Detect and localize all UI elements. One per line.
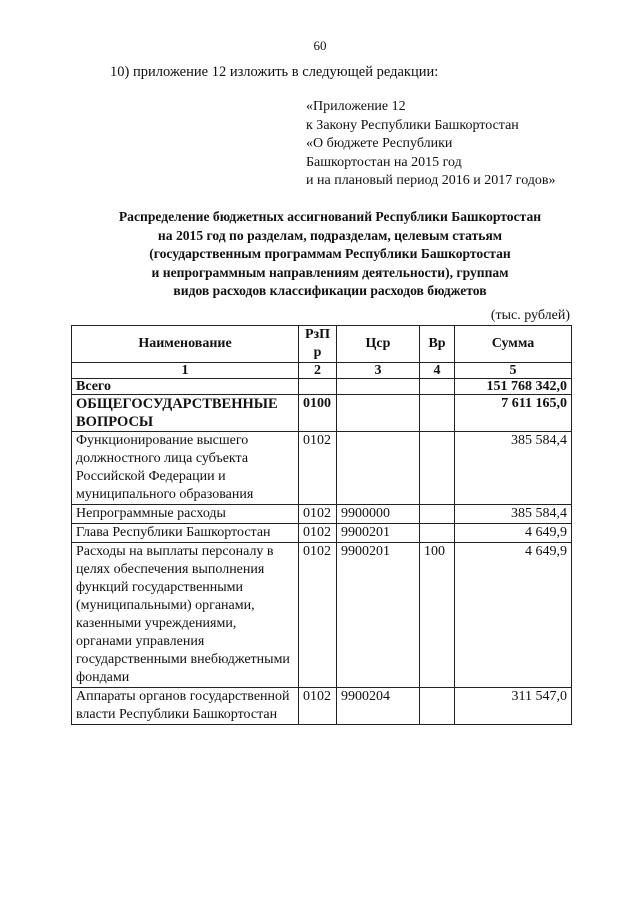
row-csr [337,395,420,432]
row-vr [420,505,455,524]
table-row [72,432,572,505]
row-csr [337,379,420,395]
row-sum: 311 547,0 [455,688,572,725]
appendix-line: «О бюджете Республики [306,136,453,151]
row-name: Глава Республики Башкортостан [72,524,299,543]
row-csr: 9900000 [337,505,420,524]
row-rzpr: 0102 [299,524,337,543]
row-rzpr [299,379,337,395]
heading-line: видов расходов классификации расходов бюджетов [173,283,487,298]
row-rzpr: 0102 [299,543,337,688]
header-name: Наименование [72,326,299,363]
row-vr [420,395,455,432]
units-label: (тыс. рублей) [490,308,570,323]
table-row [72,379,572,395]
column-number-row [72,363,572,379]
row-name: Функционирование высшего должностного лица субъекта Российской Федерации и муниципального образования [72,432,299,505]
row-name: Всего [72,379,299,395]
heading-line: на 2015 год по разделам, подразделам, целевым статьям [157,227,503,243]
appendix-line: Башкортостан на 2015 год [306,154,462,170]
column-number: 1 [72,363,299,379]
heading-line: Распределение бюджетных ассигнований Республики Башкортостан [118,209,542,224]
intro-text: 10) приложение 12 изложить в следующей редакции: [110,64,439,80]
row-csr [337,432,420,505]
page-number: 60 [313,38,327,53]
document-heading [70,208,590,301]
row-csr: 9900201 [337,524,420,543]
row-csr: 9900204 [337,688,420,725]
header-vr: Вр [420,326,455,363]
row-rzpr: 0102 [299,505,337,524]
row-name: Непрограммные расходы [72,505,299,524]
header-csr: Цср [337,326,420,363]
appendix-reference [306,98,556,191]
column-number: 4 [420,363,455,379]
heading-line: и непрограммным направлениям деятельности), группам [151,264,509,280]
header-sum: Сумма [455,326,572,363]
table-row [72,505,572,524]
column-number: 5 [455,363,572,379]
column-number: 3 [337,363,420,379]
row-sum: 385 584,4 [455,432,572,505]
header-rzpr: РзП р [299,326,337,363]
row-sum: 385 584,4 [455,505,572,524]
row-vr [420,432,455,505]
row-sum: 151 768 342,0 [455,379,572,395]
row-rzpr: 0102 [299,432,337,505]
table-row [72,395,572,432]
heading-line: (государственным программам Республики Башкортостан [149,246,511,261]
row-vr [420,688,455,725]
row-sum: 7 611 165,0 [455,395,572,432]
row-csr: 9900201 [337,543,420,688]
table-row [72,543,572,688]
appendix-line: «Приложение 12 [306,99,406,114]
table-row [72,688,572,725]
table-header-row [72,326,572,363]
appendix-line: к Закону Республики Башкортостан [306,117,519,133]
row-vr [420,524,455,543]
row-name: Расходы на выплаты персоналу в целях обеспечения выполнения функций государственными (муниципальными) органами, казенными учреждениями, органами управления государственными внебюджетными фондами [72,543,299,688]
row-name: Аппараты органов государственной власти Республики Башкортостан [72,688,299,725]
row-vr [420,379,455,395]
row-name: ОБЩЕГОСУДАРСТВЕННЫЕ ВОПРОСЫ [72,395,299,432]
row-rzpr: 0100 [299,395,337,432]
row-rzpr: 0102 [299,688,337,725]
row-sum: 4 649,9 [455,543,572,688]
row-sum: 4 649,9 [455,524,572,543]
column-number: 2 [299,363,337,379]
budget-table [71,325,572,725]
appendix-line: и на плановый период 2016 и 2017 годов» [306,173,556,188]
row-vr: 100 [420,543,455,688]
table-row [72,524,572,543]
